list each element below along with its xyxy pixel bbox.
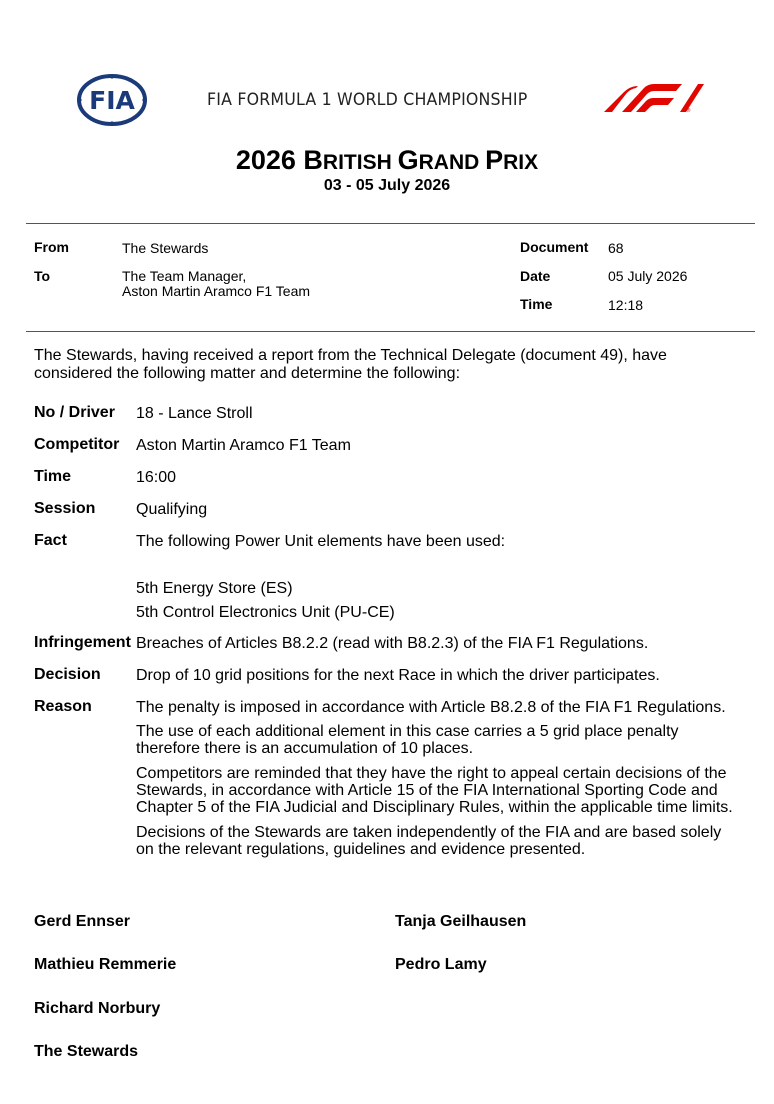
competitor-label: Competitor — [34, 436, 120, 453]
time-value: 12:18 — [608, 297, 644, 313]
reason-p4-line1: Decisions of the Stewards are taken independently of the FIA and are based solely — [136, 824, 722, 841]
steward-name: Richard Norbury — [34, 1000, 161, 1017]
f1-logo — [600, 82, 705, 114]
fact-value: The following Power Unit elements have been used: — [136, 533, 506, 550]
intro-line2: considered the following matter and determine the following: — [34, 365, 461, 382]
document-value: 68 — [608, 240, 624, 256]
top-divider — [26, 223, 755, 224]
element-1: 5th Energy Store (ES) — [136, 580, 293, 597]
svg-text:FIA: FIA — [89, 86, 135, 115]
steward-name: Gerd Ennser — [34, 913, 131, 930]
reason-p1: The penalty is imposed in accordance with Article B8.2.8 of the FIA F1 Regulations. — [136, 699, 726, 716]
fia-logo — [77, 74, 147, 126]
from-value: The Stewards — [122, 240, 209, 256]
svg-text:®: ® — [686, 108, 691, 114]
event-title: 2026 BRITISH GRAND PRIX — [235, 145, 539, 175]
to-label: To — [34, 268, 51, 284]
driver-value: 18 - Lance Stroll — [136, 405, 253, 422]
reason-p2-line2: therefore there is an accumulation of 10 places. — [136, 740, 474, 757]
element-2: 5th Control Electronics Unit (PU-CE) — [136, 604, 395, 621]
decision-value: Drop of 10 grid positions for the next Race in which the driver participates. — [136, 667, 660, 684]
fact-label: Fact — [34, 532, 67, 549]
reason-label: Reason — [34, 698, 92, 715]
driver-label: No / Driver — [34, 404, 115, 421]
reason-p3-line2: Stewards, in accordance with Article 15 of the FIA International Sporting Code and — [136, 782, 718, 799]
infringement-value: Breaches of Articles B8.2.2 (read with B8.2.3) of the FIA F1 Regulations. — [136, 635, 649, 652]
to-value-line1: The Team Manager, — [122, 268, 247, 284]
reason-p2-line1: The use of each additional element in this case carries a 5 grid place penalty — [136, 723, 679, 740]
session-label: Session — [34, 500, 96, 517]
to-value-line2: Aston Martin Aramco F1 Team — [122, 283, 311, 299]
time-field-label: Time — [34, 468, 72, 485]
intro-line1: The Stewards, having received a report from the Technical Delegate (document 49), have — [34, 347, 667, 364]
infringement-label: Infringement — [34, 634, 131, 651]
header-divider — [26, 331, 755, 332]
steward-name: Pedro Lamy — [395, 956, 487, 973]
event-dates: 03 - 05 July 2026 — [323, 177, 451, 194]
steward-name: Mathieu Remmerie — [34, 956, 177, 973]
reason-p4-line2: on the relevant regulations, guidelines and evidence presented. — [136, 841, 586, 858]
session-value: Qualifying — [136, 501, 208, 518]
time-field-value: 16:00 — [136, 469, 177, 486]
signature-closing: The Stewards — [34, 1043, 139, 1060]
date-label: Date — [520, 268, 551, 284]
steward-name: Tanja Geilhausen — [395, 913, 527, 930]
competitor-value: Aston Martin Aramco F1 Team — [136, 437, 351, 454]
from-label: From — [34, 239, 69, 255]
document-label: Document — [520, 239, 589, 255]
reason-p3-line1: Competitors are reminded that they have the right to appeal certain decisions of the — [136, 765, 727, 782]
championship-name: FIA FORMULA 1 WORLD CHAMPIONSHIP — [207, 90, 528, 110]
reason-p3-line3: Chapter 5 of the FIA Judicial and Disciplinary Rules, within the applicable time limits. — [136, 799, 733, 816]
date-value: 05 July 2026 — [608, 268, 688, 284]
time-label: Time — [520, 296, 553, 312]
decision-label: Decision — [34, 666, 101, 683]
